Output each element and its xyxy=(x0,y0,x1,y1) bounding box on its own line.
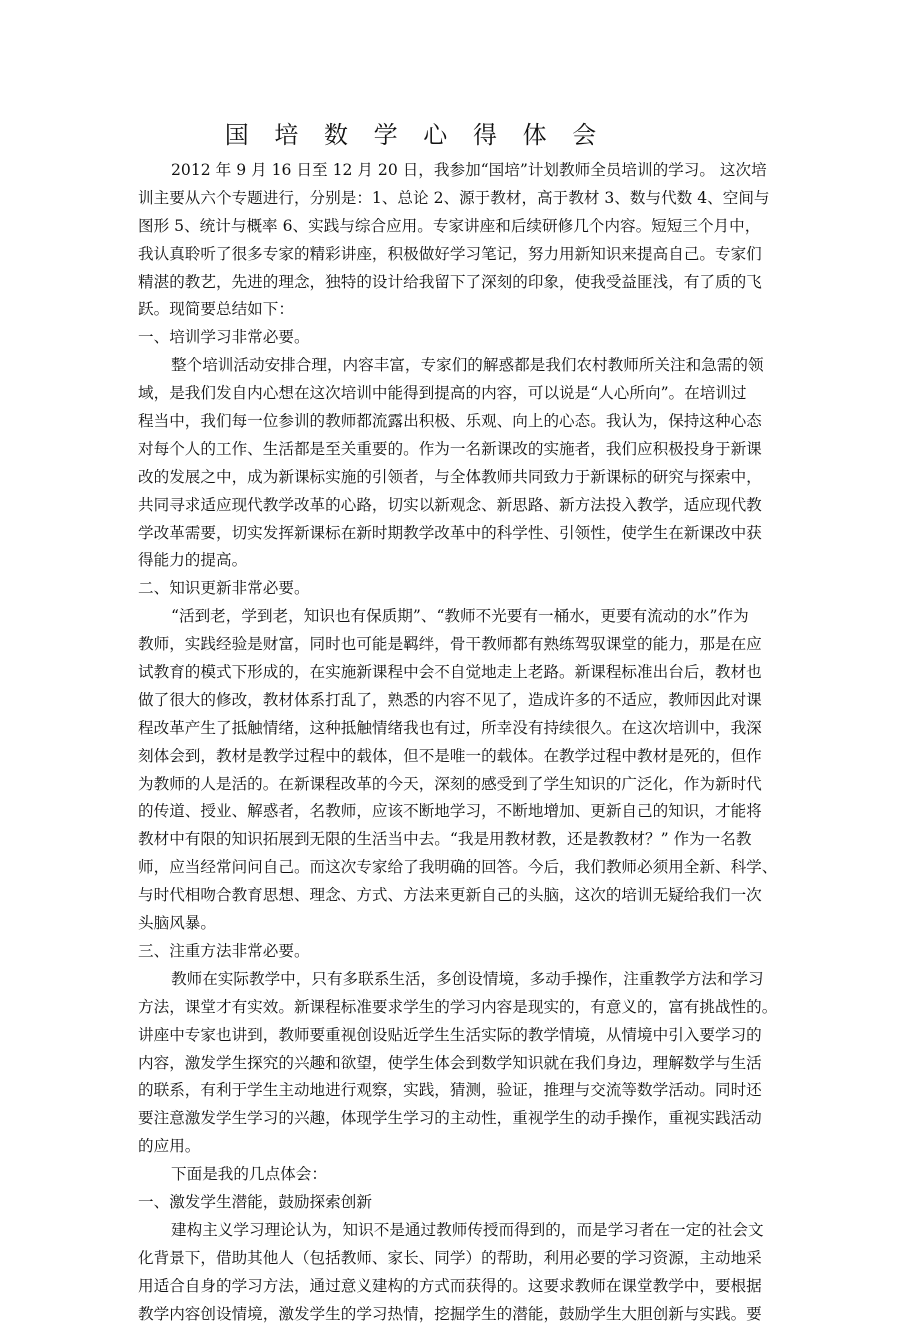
text-line: 要注意激发学生学习的兴趣，体现学生学习的主动性，重视学生的动手操作，重视实践活动 xyxy=(138,1109,762,1128)
text-line: 得能力的提高。 xyxy=(138,551,248,570)
text-line: 教师在实际教学中，只有多联系生活，多创设情境，多动手操作，注重教学方法和学习 xyxy=(171,969,764,988)
text-line: 教材中有限的知识拓展到无限的生活当中去。“我是用教材教，还是教教材？” 作为一名教 xyxy=(138,830,752,849)
text-line: 用适合自身的学习方法，通过意义建构的方式而获得的。这要求教师在课堂教学中，要根据 xyxy=(138,1276,762,1295)
text-line: 做了很大的修改，教材体系打乱了，熟悉的内容不见了，造成许多的不适应，教师因此对课 xyxy=(138,690,762,709)
text-line: 内容，激发学生探究的兴趣和欲望，使学生体会到数学知识就在我们身边，理解数学与生活 xyxy=(138,1053,762,1072)
text-line: 与时代相吻合教育思想、理念、方式、方法来更新自己的头脑，这次的培训无疑给我们一次 xyxy=(138,886,762,905)
text-line: 试教育的模式下形成的，在实施新课程中会不自觉地走上老路。新课程标准出台后，教材也 xyxy=(138,663,762,682)
text-line: 二、知识更新非常必要。 xyxy=(138,579,310,598)
text-line: 域，是我们发自内心想在这次培训中能得到提高的内容，可以说是“人心所向”。在培训过 xyxy=(138,384,747,403)
text-line: 的联系，有利于学生主动地进行观察，实践，猜测，验证，推理与交流等数学活动。同时还 xyxy=(138,1081,762,1100)
text-line: 共同寻求适应现代教学改革的心路，切实以新观念、新思路、新方法投入教学，适应现代教 xyxy=(138,495,762,514)
text-line: “活到老，学到老，知识也有保质期”、“教师不光要有一桶水，更要有流动的水”作为 xyxy=(171,607,749,626)
text-line: 的应用。 xyxy=(138,1137,201,1156)
text-line: 头脑风暴。 xyxy=(138,914,216,933)
text-line: 下面是我的几点体会： xyxy=(171,1165,327,1184)
text-line: 程改革产生了抵触情绪，这种抵触情绪我也有过，所幸没有持续很久。在这次培训中，我深 xyxy=(138,718,762,737)
text-line: 图形 5、统计与概率 6、实践与综合应用。专家讲座和后续研修几个内容。短短三个月中， xyxy=(138,216,761,235)
text-line: 改的发展之中，成为新课标实施的引领者，与全体教师共同致力于新课标的研究与探索中， xyxy=(138,467,762,486)
text-line: 刻体会到，教材是教学过程中的载体，但不是唯一的载体。在教学过程中教材是死的，但作 xyxy=(138,746,762,765)
text-line: 一、激发学生潜能，鼓励探索创新 xyxy=(138,1192,372,1211)
text-line: 学改革需要，切实发挥新课标在新时期教学改革中的科学性、引领性，使学生在新课改中获 xyxy=(138,523,762,542)
text-line: 教师，实践经验是财富，同时也可能是羁绊，骨干教师都有熟练驾驭课堂的能力，那是在应 xyxy=(138,635,762,654)
document-title: 国 培 数 学 心 得 体 会 xyxy=(224,121,606,149)
text-line: 一、培训学习非常必要。 xyxy=(138,328,310,347)
text-line: 为教师的人是活的。在新课程改革的今天，深刻的感受到了学生知识的广泛化，作为新时代 xyxy=(138,774,762,793)
text-line: 训主要从六个专题进行，分别是：1、总论 2、源于教材，高于教材 3、数与代数 4、空间与 xyxy=(138,188,770,207)
text-line: 对每个人的工作、生活都是至关重要的。作为一名新课改的实施者，我们应积极投身于新课 xyxy=(138,439,762,458)
text-line: 整个培训活动安排合理，内容丰富，专家们的解惑都是我们农村教师所关注和急需的领 xyxy=(171,356,764,375)
text-line: 三、注重方法非常必要。 xyxy=(138,941,310,960)
text-line: 的传道、授业、解惑者，名教师，应该不断地学习，不断地增加、更新自己的知识，才能将 xyxy=(138,802,762,821)
text-line: 化背景下，借助其他人（包括教师、家长、同学）的帮助，利用必要的学习资源，主动地采 xyxy=(138,1248,762,1267)
text-line: 程当中，我们每一位参训的教师都流露出积极、乐观、向上的心态。我认为，保持这种心态 xyxy=(138,412,762,431)
text-line: 建构主义学习理论认为，知识不是通过教师传授而得到的，而是学习者在一定的社会文 xyxy=(171,1220,764,1239)
text-line: 方法，课堂才有实效。新课程标准要求学生的学习内容是现实的，有意义的，富有挑战性的。 xyxy=(138,997,778,1016)
text-line: 师，应当经常问问自己。而这次专家给了我明确的回答。今后，我们教师必须用全新、科学、 xyxy=(138,858,778,877)
text-line: 教学内容创设情境，激发学生的学习热情，挖掘学生的潜能，鼓励学生大胆创新与实践。要 xyxy=(138,1304,762,1323)
text-line: 我认真聆听了很多专家的精彩讲座，积极做好学习笔记，努力用新知识来提高自己。专家们 xyxy=(138,244,762,263)
text-line: 精湛的教艺，先进的理念，独特的设计给我留下了深刻的印象，使我受益匪浅，有了质的飞 xyxy=(138,272,762,291)
text-line: 跃。现简要总结如下： xyxy=(138,300,294,319)
text-line: 讲座中专家也讲到，教师要重视创设贴近学生生活实际的教学情境，从情境中引入要学习的 xyxy=(138,1025,762,1044)
text-line: 2012 年 9 月 16 日至 12 月 20 日，我参加“国培”计划教师全员培训的学习。 这次培 xyxy=(171,161,767,179)
document-body xyxy=(138,157,786,1328)
